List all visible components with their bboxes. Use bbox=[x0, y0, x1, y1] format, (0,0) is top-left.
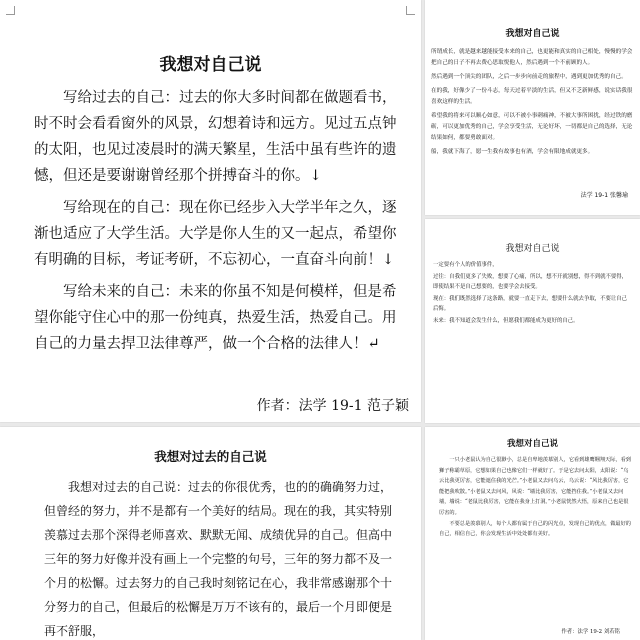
doc1-author: 作者：法学 19-1 范子颖 bbox=[256, 398, 409, 414]
document-page-5 bbox=[425, 427, 640, 640]
doc3-paragraph: 未来：我不知道会发生什么，但愿我们都能成为更好的自己。 bbox=[433, 318, 579, 324]
doc4-body bbox=[0, 475, 421, 640]
doc2-author: 法学 19-1 张馨瑜 bbox=[580, 192, 628, 199]
document-page-2 bbox=[425, 0, 640, 215]
doc2-body bbox=[425, 47, 640, 158]
document-page-1 bbox=[0, 0, 421, 422]
doc3-paragraph: 过往：自我们更多了失败，想要了心痛，所以，想不开就别想，得不到就不要得，即使结果不是自己想要的，也要学会去接受。 bbox=[433, 274, 628, 290]
doc1-paragraph: 写给未来的自己：未来的你虽不知是何模样，但是希望你能守住心中的那一份纯真，热爱生活，热爱自己。用自己的力量去捍卫法律尊严，做一个合格的法律人！↵ bbox=[34, 284, 397, 352]
doc1-paragraph: 写给过去的自己：过去的你大多时间都在做题看书，时不时会看看窗外的风景，幻想着诗和远方。见过五点钟的太阳，也见过凌晨时的满天繁星，生活中虽有些许的遗憾，但还是要谢谢曾经那个拼搏奋斗的你。↓ bbox=[34, 90, 397, 184]
doc5-title: 我想对自己说 bbox=[506, 439, 558, 449]
doc1-paragraph: 写给现在的自己：现在你已经步入大学半年之久，逐渐也适应了大学生活。大学是你人生的又一起点，希望你有明确的目标，考证考研，不忘初心，一直奋斗向前！↓ bbox=[34, 200, 397, 268]
document-page-3 bbox=[425, 219, 640, 423]
page-corner-mark bbox=[6, 6, 15, 15]
doc5-body bbox=[425, 455, 640, 540]
page-corner-mark bbox=[406, 6, 415, 15]
doc2-paragraph: 所谓成长，就是越来越能接受本来的自己，也更能和真实的自己相处，慢慢的学会把自己的日子不再去费心思取悦他人，然后遇到一个不前顾的人。 bbox=[431, 49, 633, 66]
doc5-author: 作者：法学 19-2 刘若铭 bbox=[561, 629, 620, 635]
doc5-paragraph: 不要总是羡慕别人，每个人都有属于自己的闪光点，发现自己的优点，做最好的自己，相信自己，你会发现生活中处处都有美好。 bbox=[439, 520, 631, 538]
doc2-paragraph: 然后遇到一个顶尖的团队，之后一步步向前走的旅程中，遇到更加优秀的自己。 bbox=[431, 74, 627, 80]
doc1-title: 我想对自己说 bbox=[159, 55, 262, 75]
doc2-paragraph: 船，我就下海了，愿一生我有故事也有酒，学会有限地成就更多。 bbox=[431, 149, 594, 155]
doc3-body bbox=[425, 260, 640, 326]
doc4-paragraph: 我想对过去的自己说：过去的你很优秀，也的的确确努力过，但曾经的努力，并不是都有一个美好的结局。现在的我，其实特别羡慕过去那个深得老师喜欢、默默无闻、成绩优异的自己。但高中三年的努力好像并没有画上一个完整的句号，三年的努力都不及一个月的松懈。过去努力的自己我时刻铭记在心，我非常感谢那个十分努力的自己，但最后的松懈是万万不该有的，最后一个月即便是再不舒服， bbox=[44, 480, 393, 638]
doc3-paragraph: 现在：我们既然选择了这条路，就要一直走下去，想要什么就去争取，不要让自己后悔。 bbox=[433, 296, 628, 312]
doc4-title: 我想对过去的自己说 bbox=[154, 449, 267, 464]
doc5-paragraph: 一只小老鼠认为自己很渺小，总是自卑地羡慕别人，它看到雄鹰翱翔天际，看到狮子称霸草原，它想如果自己也像它们一样就好了。于是它去问太阳，太阳说：“乌云比我更厉害，它能遮住我的光芒。”小老鼠又去问乌云，乌云说：“风比我厉害，它能把我吹散。”小老鼠又去问风，风说：“墙比我厉害，它能挡住我。”小老鼠又去问墙，墙说：“老鼠比我厉害，它能在我身上打洞。”小老鼠恍然大悟，原来自己也是很厉害的。 bbox=[439, 457, 631, 516]
doc2-title: 我想对自己说 bbox=[505, 29, 560, 39]
doc1-body bbox=[0, 85, 421, 357]
doc3-paragraph: 一定要有个人的价值事件， bbox=[433, 262, 498, 268]
doc2-paragraph: 希望我的将来可以顺心如意，可以不被小事刺痛神，不被大事所困扰，经过铁的磨砺，可以更加优秀的自己，学会享受生活，无论好坏，一切都是自己的选择，无论结果如何，都要勇敢面对。 bbox=[431, 113, 633, 141]
document-page-4 bbox=[0, 427, 421, 640]
doc2-paragraph: 在的我，好像少了一份斗志，每天过着平淡的生活，但又不乏新鲜感，说实话我很喜欢这样的生活。 bbox=[431, 88, 633, 105]
doc3-title: 我想对自己说 bbox=[505, 244, 560, 254]
